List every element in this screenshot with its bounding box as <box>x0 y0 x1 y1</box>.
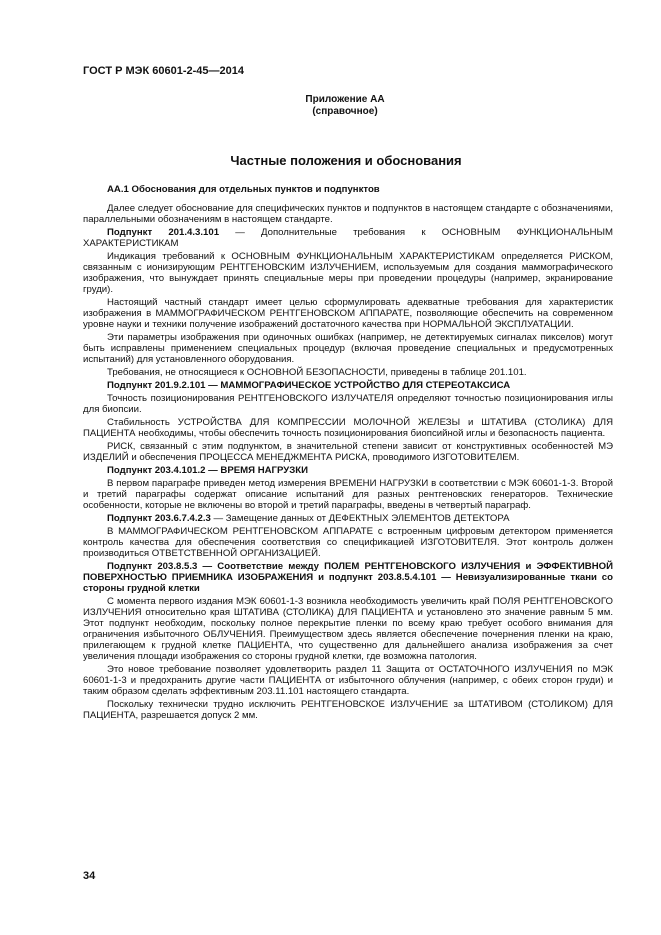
subclause-heading <box>83 227 613 249</box>
paragraph: Настоящий частный стандарт имеет целью сформулировать адекватные требования для характеристик изображения в МАММОГРАФИЧЕСКОМ РЕНТГЕНОВСКОМ АППАРАТЕ, позволяющие обеспечить на современном уровне науки и техники получение изображений достаточного качества при НОРМАЛЬНОЙ ЭКСПЛУАТАЦИИ. <box>83 297 613 330</box>
annex-type: (справочное) <box>312 106 378 117</box>
section-heading: АА.1 Обоснования для отдельных пунктов и подпунктов <box>107 184 380 195</box>
document-code: ГОСТ Р МЭК 60601-2-45—2014 <box>83 65 244 77</box>
document-body <box>83 184 613 723</box>
paragraph: Это новое требование позволяет удовлетворить раздел 11 Защита от ОСТАТОЧНОГО ИЗЛУЧЕНИЯ по МЭК 60601-1-3 и предохранить другие части ПАЦИЕНТА от избыточного облучения (например, с обеих сторон груди) и таким образом сделать эффективным 203.11.101 настоящего стандарта. <box>83 664 613 697</box>
paragraph: Требования, не относящиеся к ОСНОВНОЙ БЕЗОПАСНОСТИ, приведены в таблице 201.101. <box>107 367 527 378</box>
paragraph: Стабильность УСТРОЙСТВА ДЛЯ КОМПРЕССИИ МОЛОЧНОЙ ЖЕЛЕЗЫ и ШТАТИВА (СТОЛИКА) ДЛЯ ПАЦИЕНТА необходимы, чтобы обеспечить точность позиционирования биопсийной иглы и безопасность пациента. <box>83 417 613 439</box>
subclause-label: Подпункт 201.4.3.101 <box>107 227 220 238</box>
subclause-label: Подпункт 203.6.7.4.2.3 <box>107 513 211 524</box>
paragraph: В первом параграфе приведен метод измерения ВРЕМЕНИ НАГРУЗКИ в соответствии с МЭК 60601-1-3. Второй и третий параграфы содержат описание испытаний для разных рентгеновских генераторов. Технические особенности, которые не включены во второй и третий параграфы, введены в четвертый параграф. <box>83 478 613 511</box>
annex-label-block <box>250 94 440 118</box>
annex-label: Приложение АА <box>305 94 385 105</box>
page-number: 34 <box>83 870 96 882</box>
subclause-heading: Подпункт 203.4.101.2 — ВРЕМЯ НАГРУЗКИ <box>107 465 308 476</box>
subclause-heading <box>83 513 613 524</box>
paragraph: Эти параметры изображения при одиночных ошибках (например, не детектируемых сигналах пикселов) могут быть исправлены применением специальных процедур (включая проведение специальных и предусмотренных испытаний) для установленного оборудования. <box>83 332 613 365</box>
paragraph: С момента первого издания МЭК 60601-1-3 возникла необходимость увеличить край ПОЛЯ РЕНТГЕНОВСКОГО ИЗЛУЧЕНИЯ относительно края ШТАТИВА (СТОЛИКА) ДЛЯ ПАЦИЕНТА и установлено это значение равным 5 мм. Этот подпункт необходим, поскольку полное перекрытие пленки по всему краю требует особого внимания для ограничения избыточного ОБЛУЧЕНИЯ. Преимуществом здесь является обеспечение почернения пленки на краю, прилегающем к грудной клетке ПАЦИЕНТА, что существенно для дальнейшего анализа изображения за счет увеличения площади изображения со стороны грудной клетки, где возможна патология. <box>83 596 613 662</box>
subclause-heading: Подпункт 203.8.5.3 — Соответствие между ПОЛЕМ РЕНТГЕНОВСКОГО ИЗЛУЧЕНИЯ и ЭФФЕКТИВНОЙ ПОВЕРХНОСТЬЮ ПРИЕМНИКА ИЗОБРАЖЕНИЯ и подпункт 203.8.5.4.101 — Невизуализированные ткани со стороны грудной клетки <box>83 561 613 594</box>
paragraph: Индикация требований к ОСНОВНЫМ ФУНКЦИОНАЛЬНЫМ ХАРАКТЕРИСТИКАМ определяется РИСКОМ, связанным с ионизирующим РЕНТГЕНОВСКИМ ИЗЛУЧЕНИЕМ, используемым для создания маммографического изображения, что вынуждает принять специальные меры при проведении процедуры (например, экранирование груди). <box>83 251 613 295</box>
subclause-text: — Замещение данных от ДЕФЕКТНЫХ ЭЛЕМЕНТОВ ДЕТЕКТОРА <box>210 513 510 524</box>
paragraph: Точность позиционирования РЕНТГЕНОВСКОГО ИЗЛУЧАТЕЛЯ определяют точностью позиционирования иглы для биопсии. <box>83 393 613 415</box>
subclause-heading: Подпункт 201.9.2.101 — МАММОГРАФИЧЕСКОЕ УСТРОЙСТВО ДЛЯ СТЕРЕОТАКСИСА <box>107 380 511 391</box>
paragraph: РИСК, связанный с этим подпунктом, в значительной степени зависит от конструктивных особенностей МЭ ИЗДЕЛИЙ и обеспечения ПРОЦЕССА МЕНЕДЖМЕНТА РИСКА, проводимого ИЗГОТОВИТЕЛЕМ. <box>83 441 613 463</box>
paragraph: Поскольку технически трудно исключить РЕНТГЕНОВСКОЕ ИЗЛУЧЕНИЕ за ШТАТИВОМ (СТОЛИКОМ) ДЛЯ ПАЦИЕНТА, разрешается допуск 2 мм. <box>83 699 613 721</box>
subclause-text: — Дополнительные требования к ОСНОВНЫМ ФУНКЦИОНАЛЬНЫМ ХАРАКТЕРИСТИКАМ <box>83 227 613 249</box>
paragraph: В МАММОГРАФИЧЕСКОМ РЕНТГЕНОВСКОМ АППАРАТЕ с встроенным цифровым детектором применяется контроль качества для обеспечения соответствия со спецификацией ИЗГОТОВИТЕЛЯ. Этот контроль должен производиться ОТВЕТСТВЕННОЙ ОРГАНИЗАЦИЕЙ. <box>83 526 613 559</box>
paragraph: Далее следует обоснование для специфических пунктов и подпунктов в настоящем стандарте с обозначениями, параллельными обозначениям в настоящем стандарте. <box>83 203 613 225</box>
annex-title: Частные положения и обоснования <box>230 153 462 168</box>
